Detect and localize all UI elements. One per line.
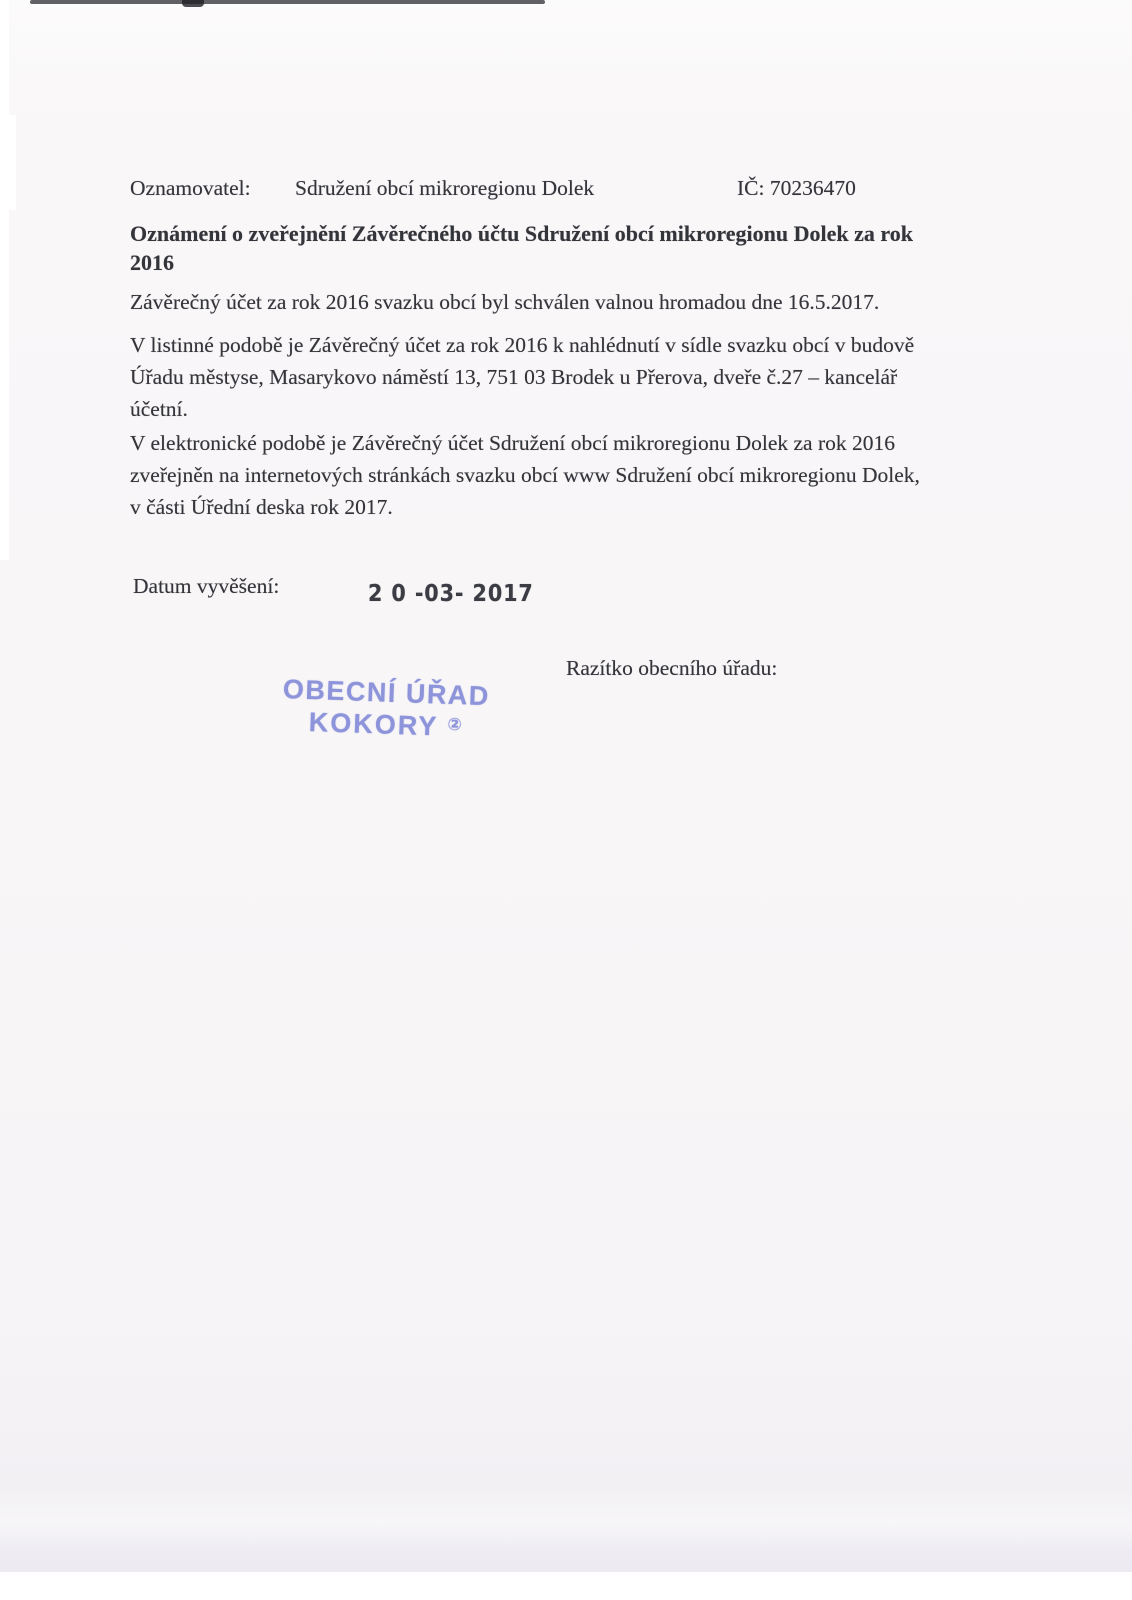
notice-title-line2: 2016: [130, 250, 174, 275]
municipal-office-stamp: [280, 674, 492, 743]
scan-edge-bottom-margin: [0, 1572, 1132, 1600]
stamp-office-name: OBECNÍ ÚŘAD: [282, 674, 491, 712]
paragraph-approval: Závěrečný účet za rok 2016 svazku obcí byl schválen valnou hromadou dne 16.5.2017.: [130, 290, 880, 314]
paragraph-paper-form-line2: Úřadu městyse, Masarykovo náměstí 13, 751 03 Brodek u Přerova, dveře č.27 – kancelář: [130, 365, 898, 389]
stamp-municipality-name: KOKORY: [308, 706, 439, 742]
paragraph-paper-form-line3: účetní.: [130, 397, 188, 421]
notice-title-line1: Oznámení o zveřejnění Závěrečného účtu Sdružení obcí mikroregionu Dolek za rok: [130, 221, 913, 246]
paragraph-paper-form-line1: V listinné podobě je Závěrečný účet za rok 2016 k nahlédnutí v sídle svazku obcí v budově: [130, 333, 915, 357]
scan-edge-left-notch: [0, 115, 16, 210]
paragraph-electronic-form-line3: v části Úřední deska rok 2017.: [130, 495, 393, 519]
stamp-circled-number-icon: ②: [447, 714, 463, 735]
date-stamp-imprint: 2 0 -03- 2017: [368, 581, 534, 607]
paragraph-electronic-form-line1: V elektronické podobě je Závěrečný účet Sdružení obcí mikroregionu Dolek za rok 2016: [130, 431, 895, 455]
paragraph-electronic-form-line2: zveřejněn na internetových stránkách svazku obcí www Sdružení obcí mikroregionu Dolek,: [130, 463, 920, 487]
company-id-number: IČ: 70236470: [737, 176, 856, 200]
posting-date-label: Datum vyvěšení:: [133, 574, 280, 598]
office-stamp-caption: Razítko obecního úřadu:: [566, 656, 778, 680]
scan-edge-bottom-shadow: [0, 1522, 1132, 1572]
scan-edge-top-mark: [182, 0, 204, 7]
scan-edge-left-strip: [0, 0, 9, 560]
scan-edge-top-line: [30, 0, 545, 4]
stamp-municipality-line: [280, 704, 491, 743]
announcer-organization: Sdružení obcí mikroregionu Dolek: [295, 176, 595, 200]
announcer-label: Oznamovatel:: [130, 176, 251, 200]
